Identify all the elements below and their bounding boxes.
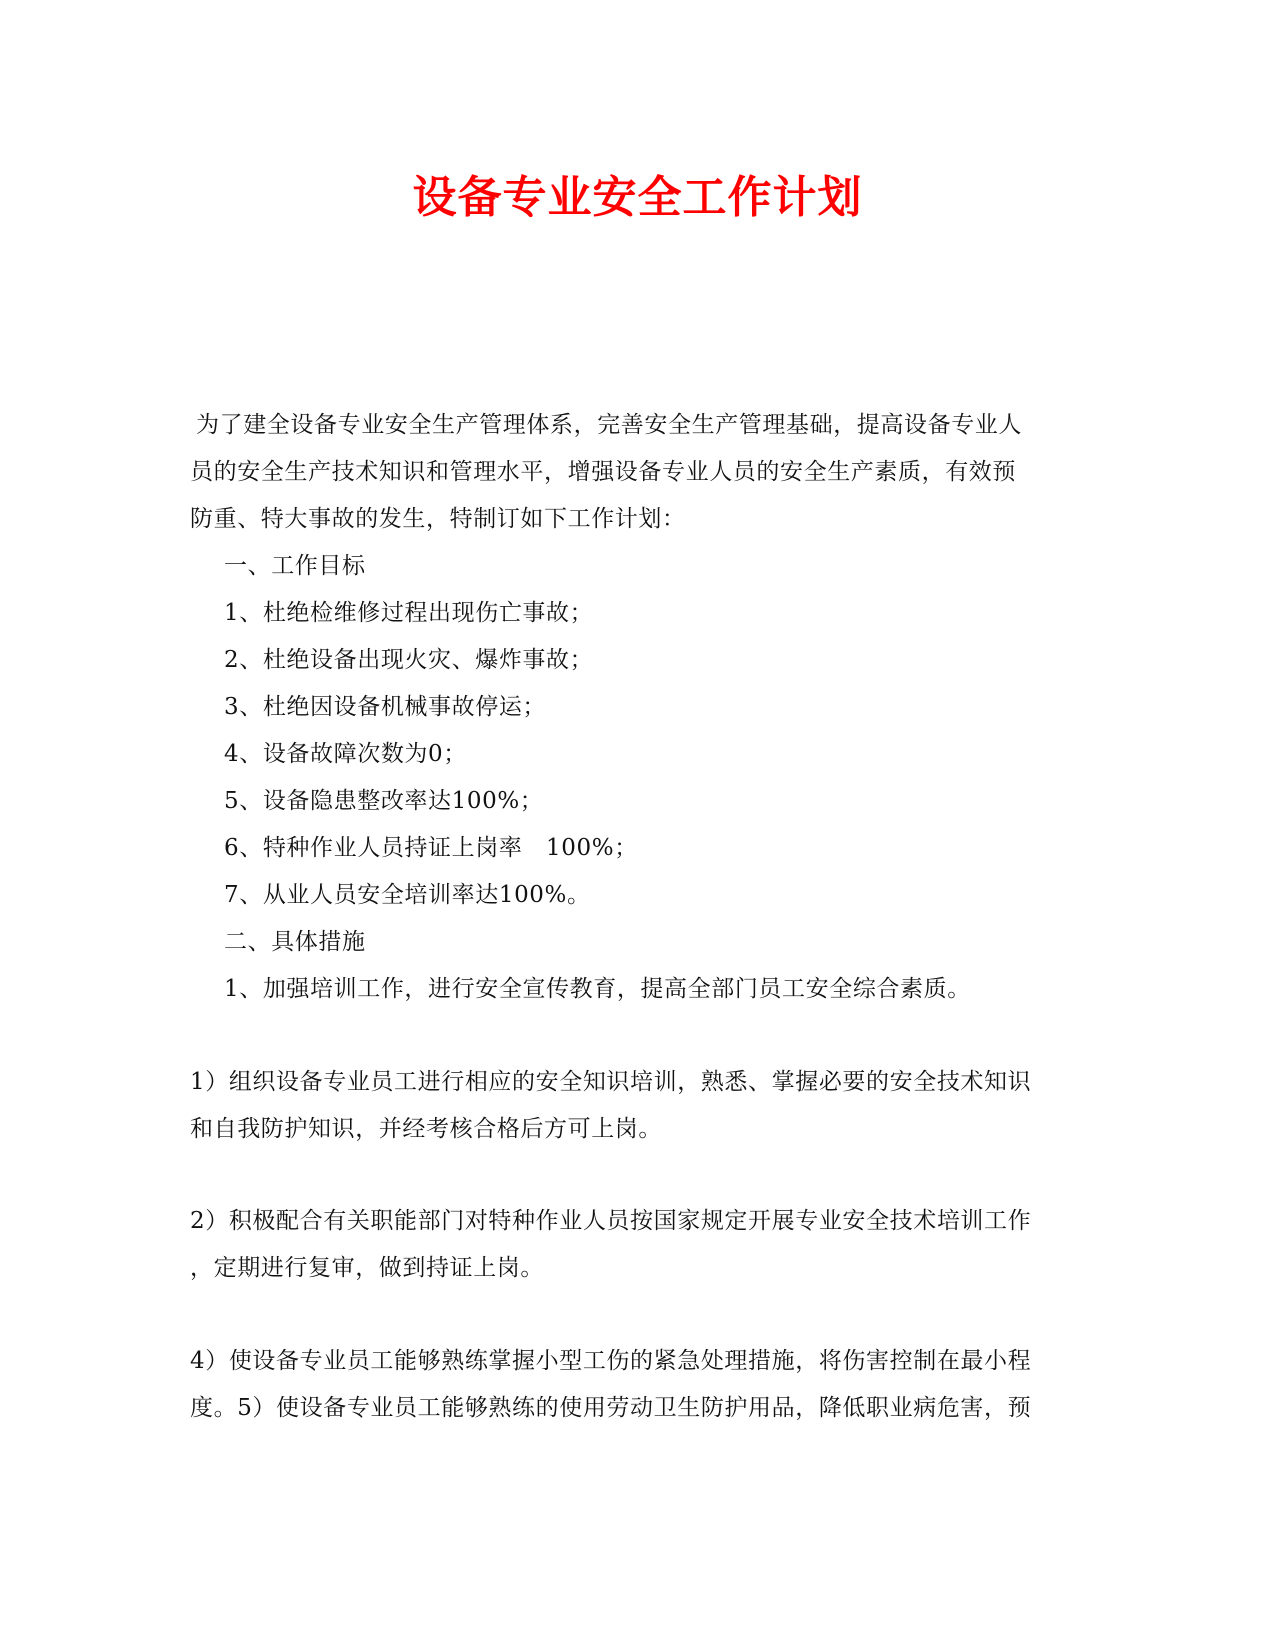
body-line: 为了建全设备专业安全生产管理体系，完善安全生产管理基础，提高设备专业人	[196, 412, 1022, 438]
list-item: 3、杜绝因设备机械事故停运；	[224, 694, 547, 720]
body-line: 度。5）使设备专业员工能够熟练的使用劳动卫生防护用品，降低职业病危害，预	[190, 1395, 1032, 1421]
list-item: 5、设备隐患整改率达100%；	[224, 788, 544, 814]
list-item: 6、特种作业人员持证上岗率 100%；	[224, 835, 638, 861]
document-title: 设备专业安全工作计划	[412, 172, 863, 223]
list-item: 7、从业人员安全培训率达100%。	[224, 882, 591, 908]
section-heading: 一、工作目标	[224, 553, 366, 579]
body-line: 2）积极配合有关职能部门对特种作业人员按国家规定开展专业安全技术培训工作	[190, 1208, 1032, 1234]
body-line: 和自我防护知识，并经考核合格后方可上岗。	[190, 1116, 662, 1142]
body-line: 员的安全生产技术知识和管理水平，增强设备专业人员的安全生产素质，有效预	[190, 459, 1016, 485]
list-item: 1、杜绝检维修过程出现伤亡事故；	[224, 600, 594, 626]
list-item: 2、杜绝设备出现火灾、爆炸事故；	[224, 647, 594, 673]
body-line: 1、加强培训工作，进行安全宣传教育，提高全部门员工安全综合素质。	[224, 976, 971, 1002]
body-line: 4）使设备专业员工能够熟练掌握小型工伤的紧急处理措施，将伤害控制在最小程	[190, 1348, 1032, 1374]
body-line: 1）组织设备专业员工进行相应的安全知识培训，熟悉、掌握必要的安全技术知识	[190, 1069, 1032, 1095]
section-heading: 二、具体措施	[224, 929, 366, 955]
body-line: ，定期进行复审，做到持证上岗。	[190, 1255, 544, 1281]
list-item: 4、设备故障次数为0；	[224, 741, 467, 767]
body-line: 防重、特大事故的发生，特制订如下工作计划：	[190, 506, 686, 532]
